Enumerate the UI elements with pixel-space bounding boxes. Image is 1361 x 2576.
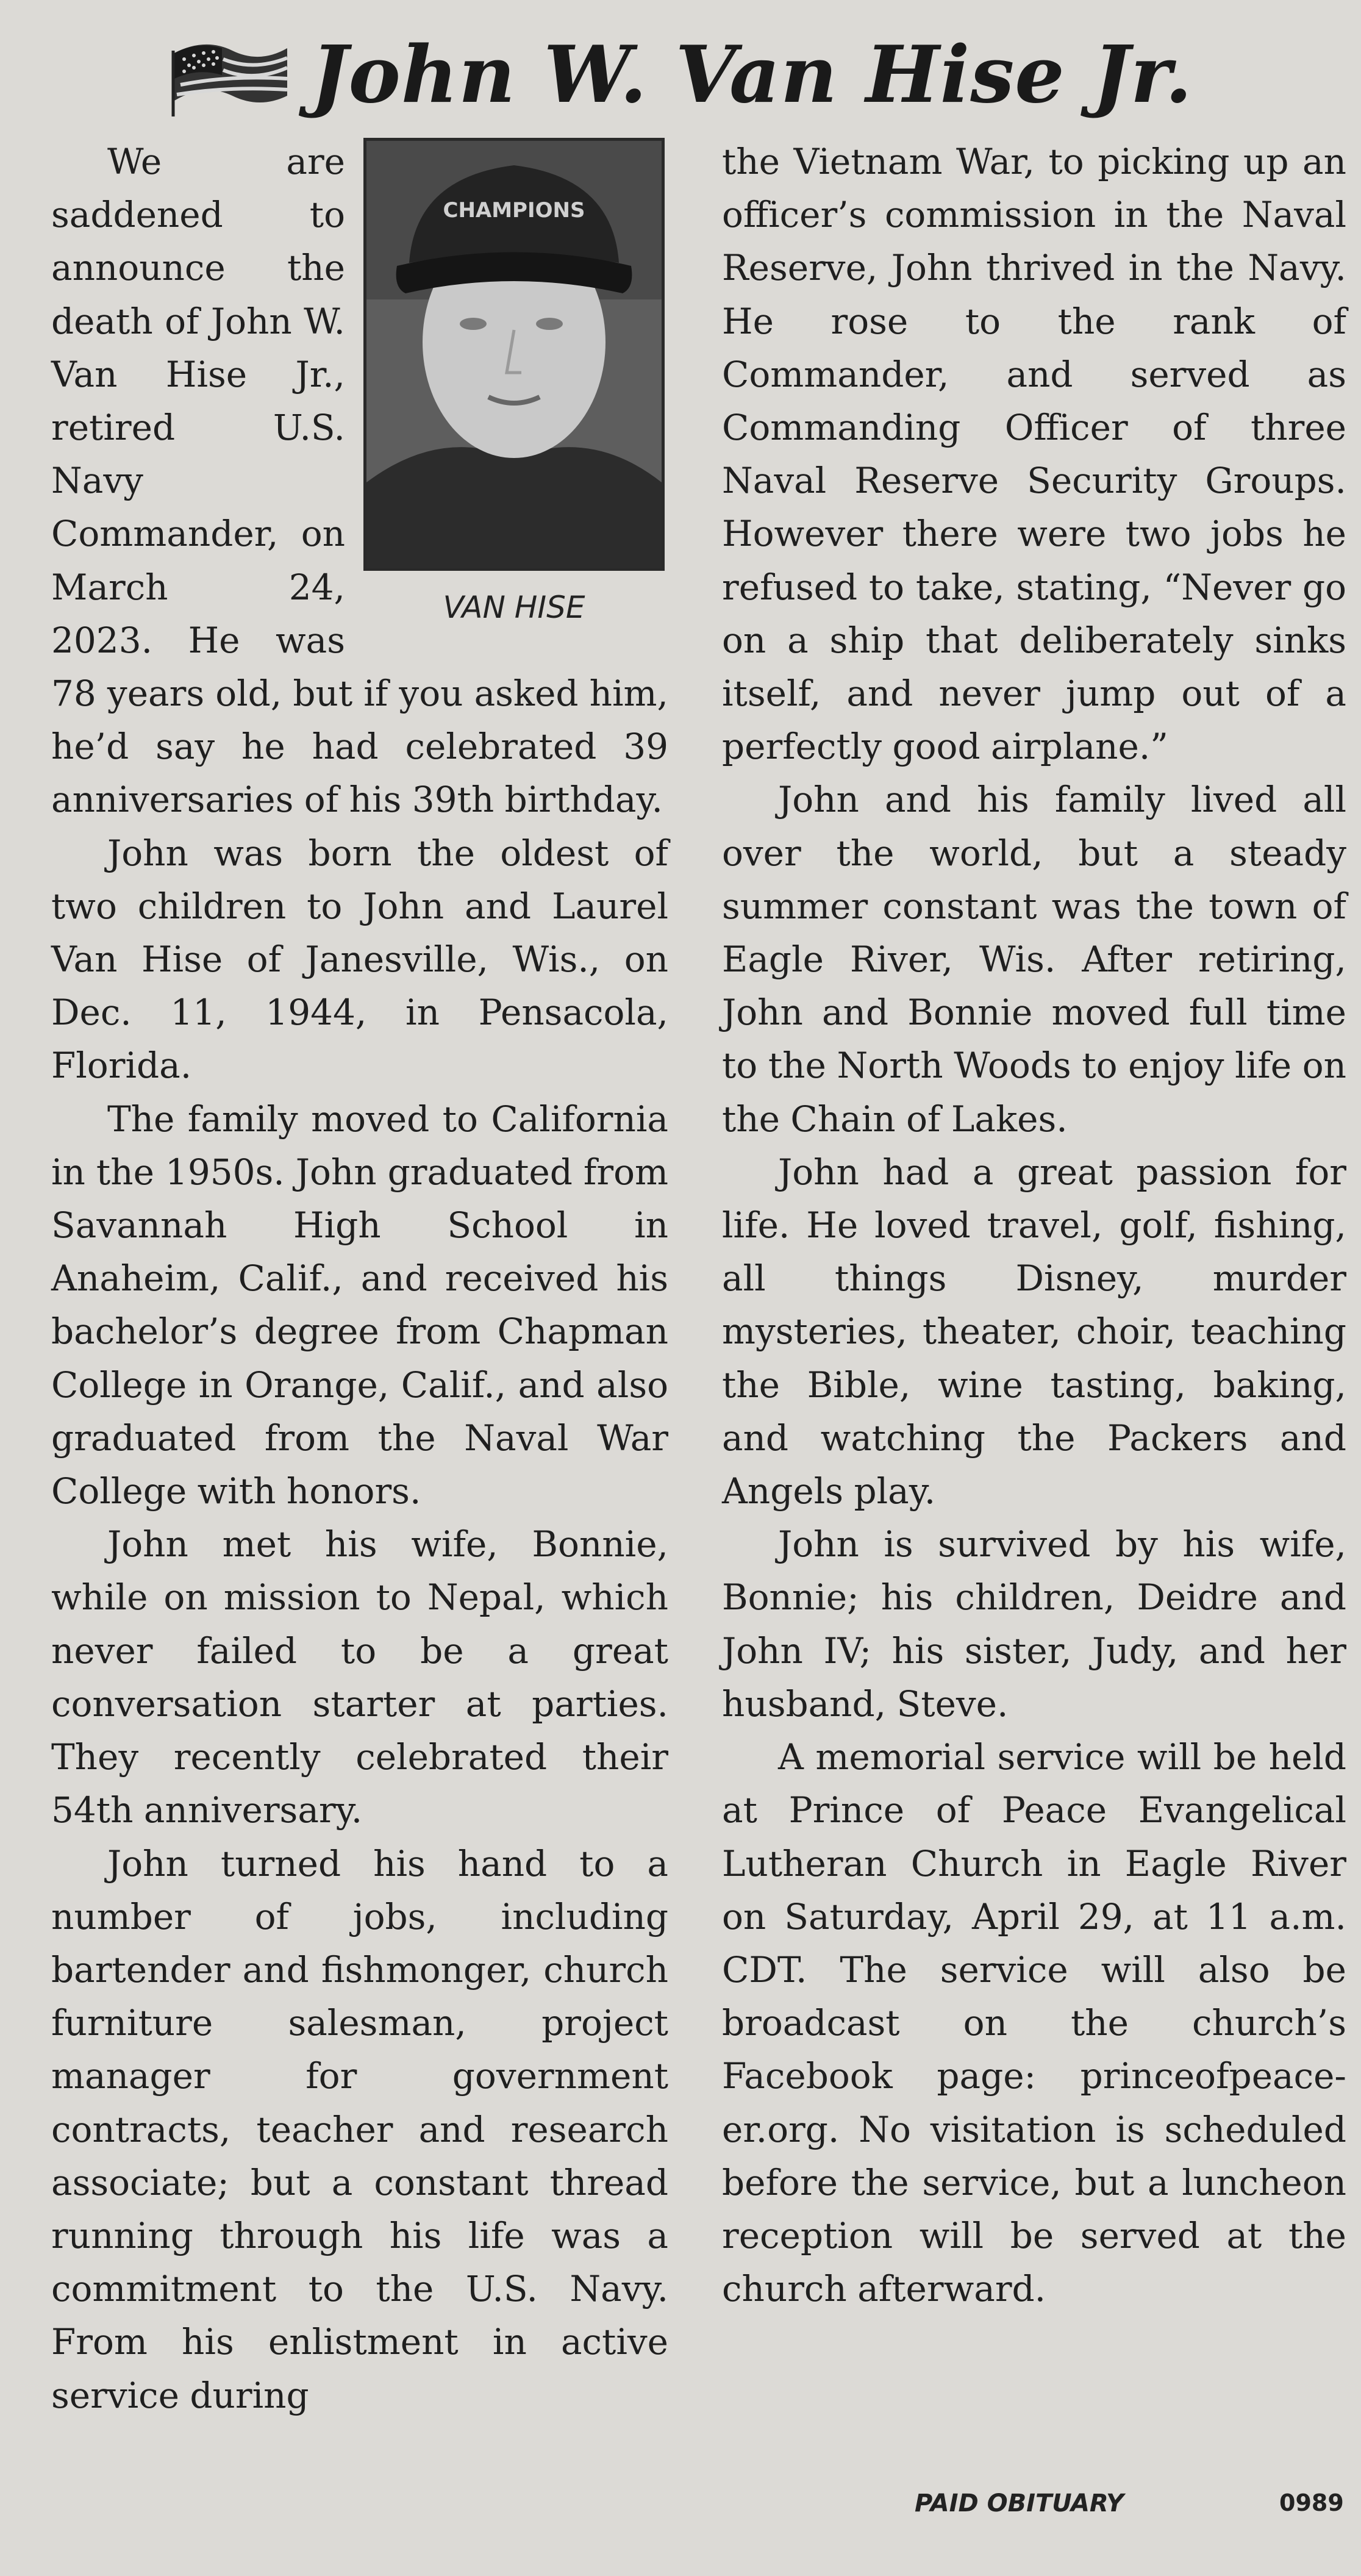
right-column bbox=[722, 135, 1346, 2316]
photo-caption: VAN HISE bbox=[443, 590, 585, 625]
paid-obituary-label: PAID OBITUARY bbox=[915, 2489, 1124, 2517]
portrait-figure bbox=[363, 138, 668, 655]
paragraph-7: John had a great passion for life. He loved travel, golf, fishing, all things Disney, murder mysteries, theater, choir, teaching the Bible, wine tasting, baking, and watching the Packers and Angels play. bbox=[722, 1151, 1346, 1512]
paragraph-4: John met his wife, Bonnie, while on mission to Nepal, which never failed to be a great conversation starter at parties. They recently celebrated their 54th anniversary. bbox=[51, 1523, 668, 1831]
paragraph-3: The family moved to California in the 1950s. John graduated from Savannah High School in Anaheim, Calif., and received his bachelor’s degree from Chapman College in Orange, Calif., and also graduated from the Naval War College with honors. bbox=[51, 1098, 668, 1512]
paragraph-1: We are saddened to announce the death of John W. Van Hise Jr., retired U.S. Navy Commander, on March 24, 2023. He was 78 years old, but if you asked him, he’d say he had celebrated 39 anniversaries of his 39th birthday. bbox=[51, 141, 668, 821]
cap-text: CHAMPIONS bbox=[443, 198, 585, 223]
paragraph-5-continued: the Vietnam War, to picking up an officer’s commission in the Naval Reserve, John thrived in the Navy. He rose to the rank of Commander, and served as Commanding Officer of three Naval Reserve Security Groups. However there were two jobs he refused to take, stating, “Never go on a ship that deliberately sinks itself, and never jump out of a perfectly good airplane.” bbox=[722, 141, 1346, 768]
left-column bbox=[51, 135, 668, 2422]
paragraph-8: John is survived by his wife, Bonnie; his children, Deidre and John IV; his sister, Judy, and her husband, Steve. bbox=[722, 1523, 1346, 1725]
paragraph-5: John turned his hand to a number of jobs, including bartender and fishmonger, church furniture salesman, project manager for government contracts, teacher and research associate; but a constant thread running through his life was a commitment to the U.S. Navy. From his enlistment in active service during bbox=[51, 1842, 668, 2416]
paragraph-6: John and his family lived all over the world, but a steady summer constant was the town of Eagle River, Wis. After retiring, John and Bonnie moved full time to the North Woods to enjoy life on the Chain of Lakes. bbox=[722, 779, 1346, 1140]
american-flag-icon bbox=[168, 32, 290, 118]
portrait-photo bbox=[363, 138, 665, 571]
ad-code: 0989 bbox=[1279, 2489, 1344, 2516]
paragraph-2: John was born the oldest of two children to John and Laurel Van Hise of Janesville, Wis., on Dec. 11, 1944, in Pensacola, Florida. bbox=[51, 832, 668, 1087]
header bbox=[0, 11, 1361, 139]
paragraph-9: A memorial service will be held at Prince of Peace Evangelical Lutheran Church in Eagle River on Saturday, April 29, at 11 a.m. CDT. The service will also be broadcast on the church’s Facebook page: princeofpeace-er.org. No visitation is scheduled before the service, but a luncheon reception will be served at the church afterward. bbox=[722, 1736, 1346, 2310]
obituary-title: John W. Van Hise Jr. bbox=[310, 29, 1193, 121]
